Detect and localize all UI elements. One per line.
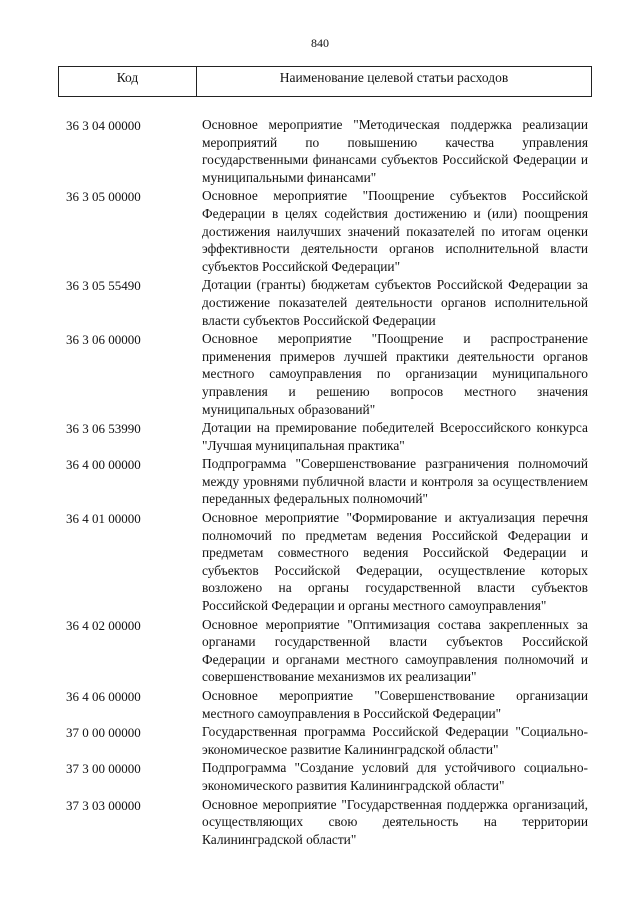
table-row bbox=[0, 330, 640, 418]
row-name: Основное мероприятие "Оптимизация состава закрепленных за органами государственной власти субъектов Российской Федерации и органами местного самоуправления полномочий и совершенствование механизмов их реализации" bbox=[202, 616, 588, 685]
row-name: Основное мероприятие "Государственная поддержка организаций, осуществляющих свою деятельность на территории Калининградской области" bbox=[202, 796, 588, 847]
table-row bbox=[0, 796, 640, 849]
table-row bbox=[0, 687, 640, 722]
row-code: 36 4 01 00000 bbox=[66, 511, 141, 527]
row-code: 36 4 02 00000 bbox=[66, 617, 141, 633]
table-row bbox=[0, 419, 640, 454]
name-column-header: Наименование целевой статьи расходов bbox=[279, 70, 509, 85]
row-name: Дотации (гранты) бюджетам субъектов Российской Федерации за достижение показателей деятельности органов исполнительной власти субъектов Российской Федерации bbox=[202, 277, 588, 328]
row-code: 36 3 06 00000 bbox=[66, 332, 141, 348]
page-number: 840 bbox=[311, 36, 329, 50]
row-code: 36 3 05 55490 bbox=[66, 278, 141, 294]
code-column-header: Код bbox=[59, 67, 197, 96]
table-row bbox=[0, 723, 640, 758]
row-code: 37 3 00 00000 bbox=[66, 761, 141, 777]
table-row bbox=[0, 276, 640, 329]
row-name: Дотации на премирование победителей Всероссийского конкурса "Лучшая муниципальная практика" bbox=[202, 420, 588, 453]
row-code: 36 3 05 00000 bbox=[66, 189, 141, 205]
budget-items-list bbox=[0, 116, 640, 849]
row-code: 36 4 00 00000 bbox=[66, 457, 141, 473]
row-name: Подпрограмма "Создание условий для устойчивого социально-экономического развития Калининградской области" bbox=[202, 760, 588, 793]
row-name: Основное мероприятие "Поощрение субъектов Российской Федерации в целях содействия достижению и (или) поощрения достижения наилучших значений показателей по итогам оценки эффективности деятельности органов исполнительной власти субъектов Российской Федерации" bbox=[202, 188, 588, 274]
row-name: Подпрограмма "Совершенствование разграничения полномочий между уровнями публичной власти и контроля за осуществлением переданных федеральных полномочий" bbox=[202, 456, 588, 507]
row-name: Основное мероприятие "Поощрение и распространение применения примеров лучшей практики деятельности органов местного самоуправления по организации муниципального управления и решению вопросов местного значения муниципальных образований" bbox=[202, 331, 588, 417]
row-code: 36 3 04 00000 bbox=[66, 118, 141, 133]
table-row bbox=[0, 509, 640, 615]
row-name: Основное мероприятие "Методическая поддержка реализации мероприятий по повышению качества управления государственными финансами субъектов Российской Федерации и муниципальными финансами" bbox=[202, 117, 588, 185]
row-name: Основное мероприятие "Совершенствование организации местного самоуправления в Российской Федерации" bbox=[202, 688, 588, 721]
row-name: Основное мероприятие "Формирование и актуализация перечня полномочий по предметам ведения Российской Федерации и предметам совместного ведения Российской Федерации и субъектов Российской Федерации, осуществление которых возложено на органы государственной власти субъектов Российской Федерации и органы местного самоуправления" bbox=[202, 510, 588, 614]
table-row bbox=[0, 187, 640, 275]
table-row bbox=[0, 759, 640, 794]
table-row bbox=[0, 116, 640, 186]
table-row bbox=[0, 455, 640, 508]
row-code: 37 0 00 00000 bbox=[66, 725, 141, 741]
row-code: 37 3 03 00000 bbox=[66, 797, 141, 813]
row-code: 36 3 06 53990 bbox=[66, 421, 141, 437]
table-header bbox=[58, 66, 592, 97]
row-code: 36 4 06 00000 bbox=[66, 689, 141, 704]
table-row bbox=[0, 616, 640, 686]
row-name: Государственная программа Российской Федерации "Социально-экономическое развитие Калининградской области" bbox=[202, 724, 588, 757]
